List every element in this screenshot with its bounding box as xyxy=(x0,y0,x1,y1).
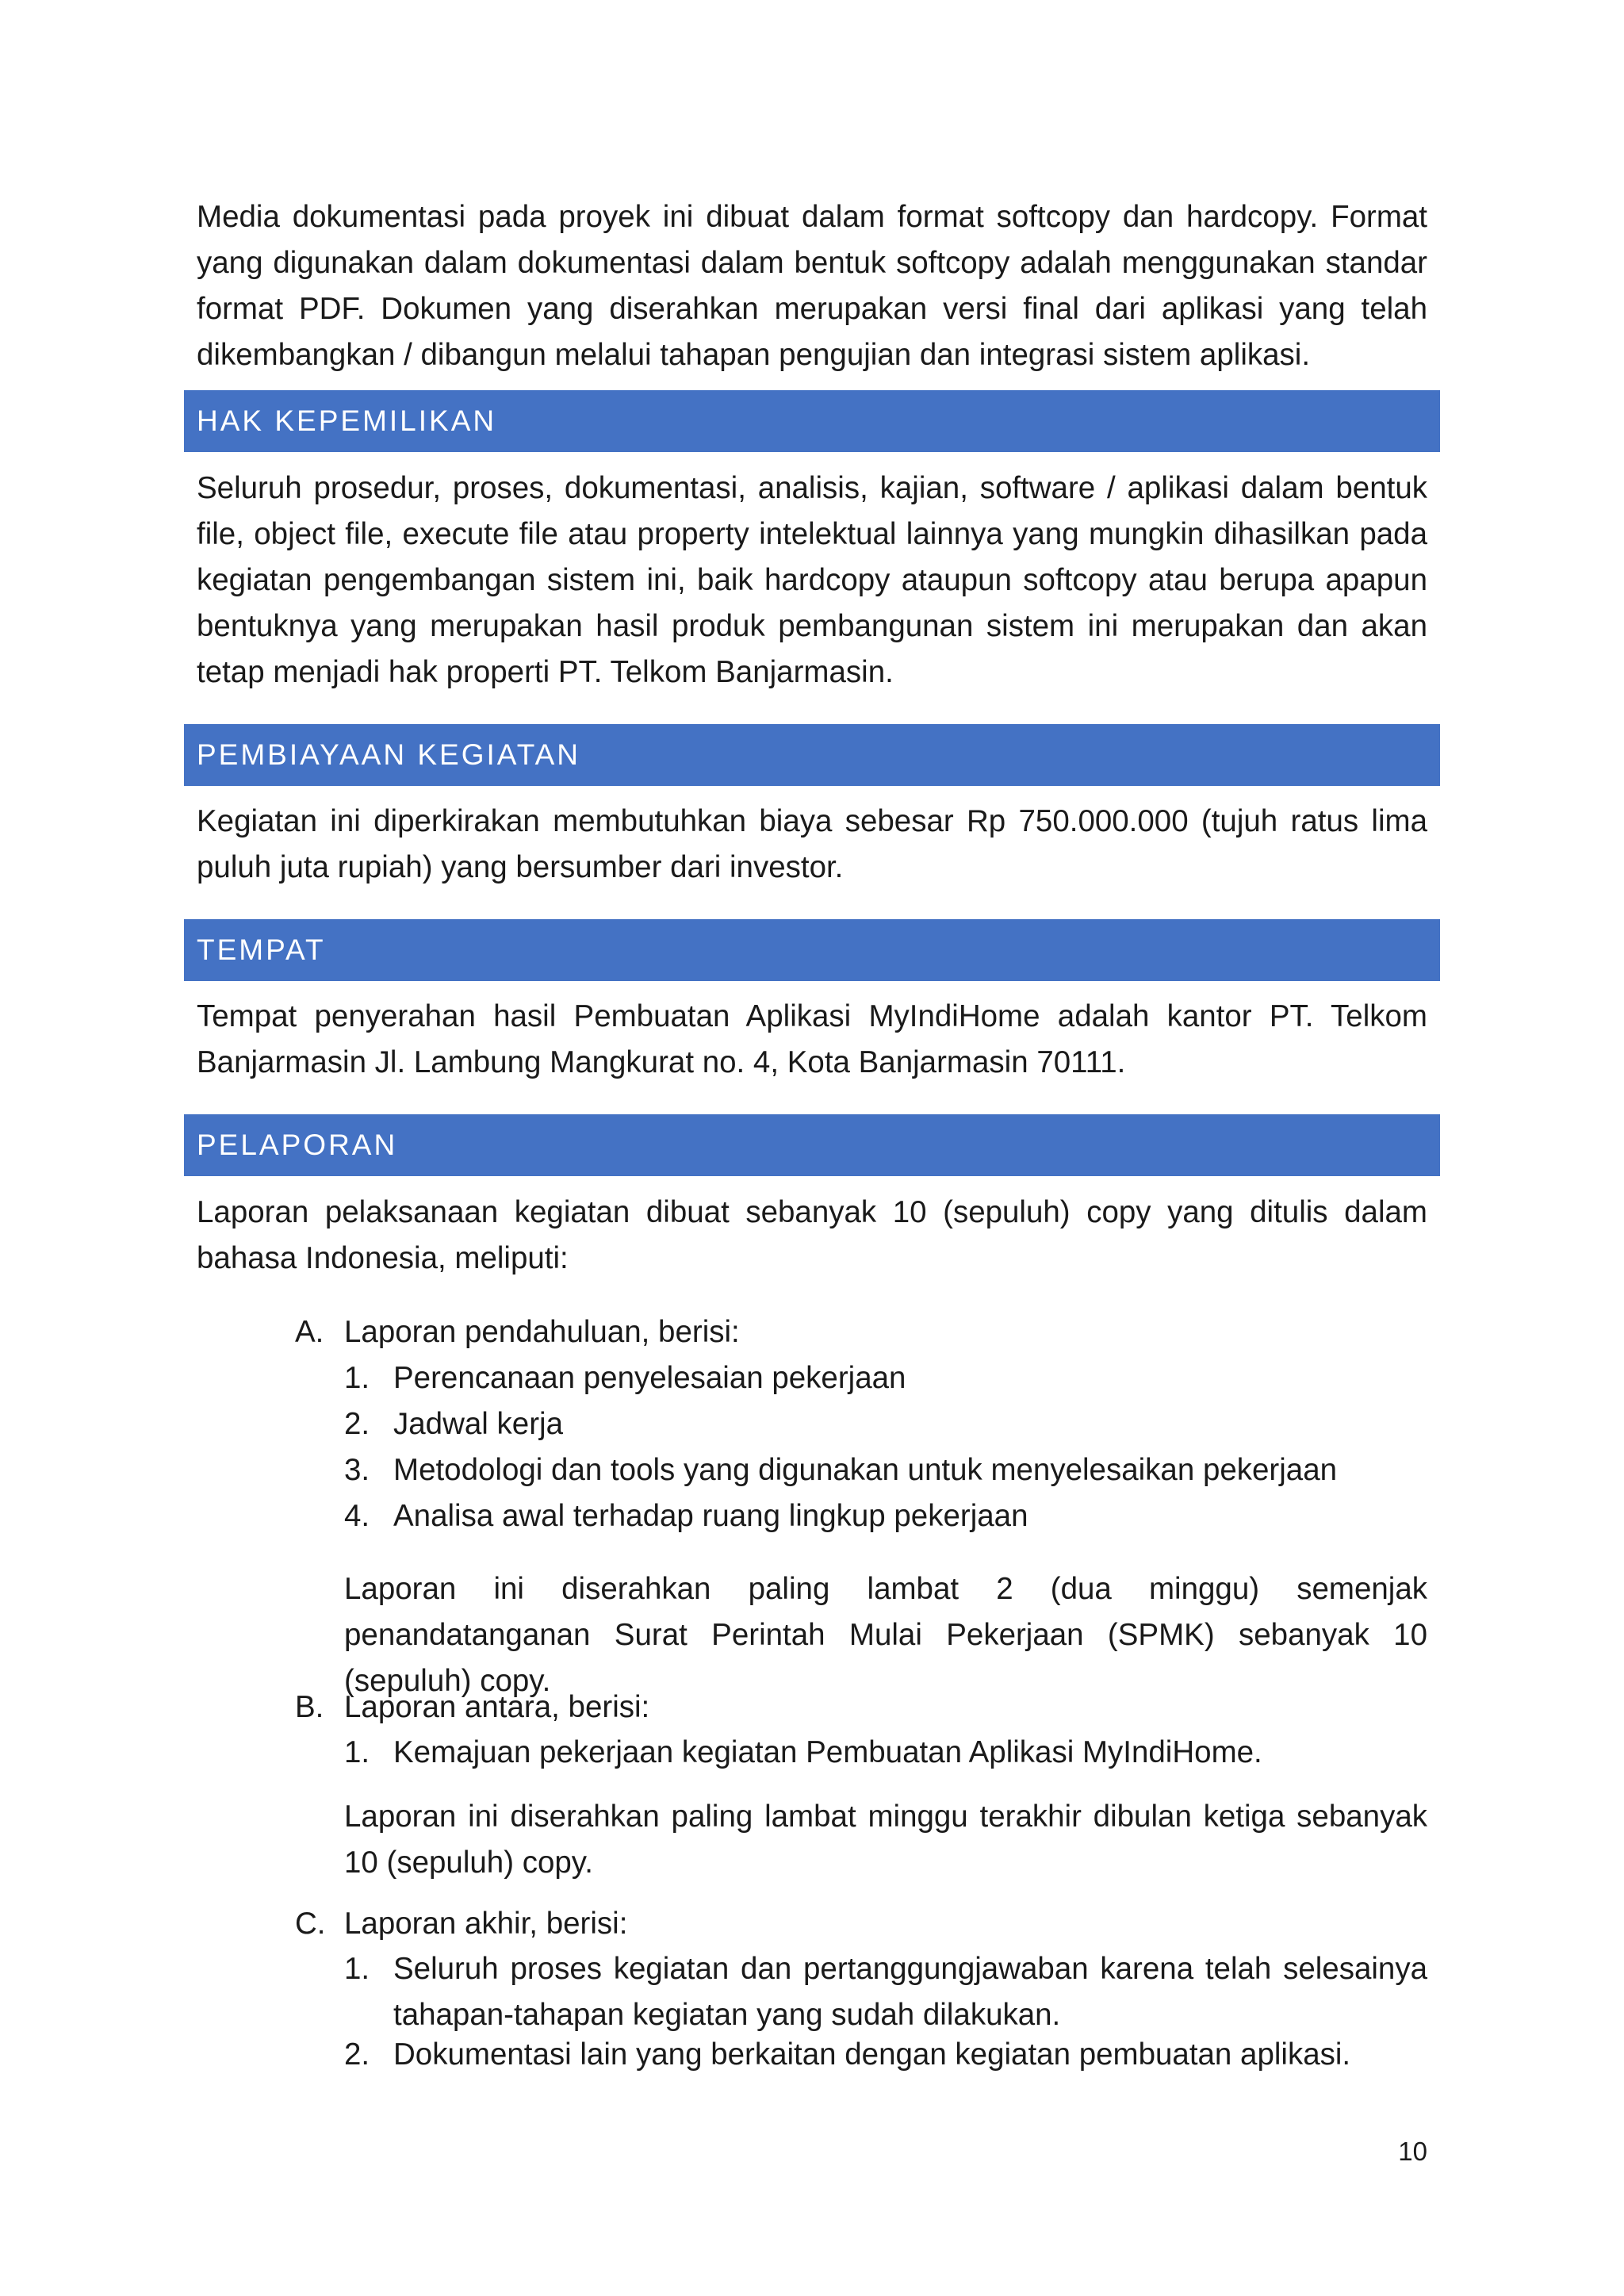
section-body-pelaporan: Laporan pelaksanaan kegiatan dibuat sebanyak 10 (sepuluh) copy yang ditulis dalam bahasa Indonesia, meliputi: xyxy=(197,1195,1427,1275)
report-c-item-2: Dokumentasi lain yang berkaitan dengan kegiatan pembuatan aplikasi. xyxy=(393,2037,1351,2072)
report-b-note: Laporan ini diserahkan paling lambat minggu terakhir dibulan ketiga sebanyak 10 (sepuluh) copy. xyxy=(344,1800,1427,1880)
section-body-tempat: Tempat penyerahan hasil Pembuatan Aplikasi MyIndiHome adalah kantor PT. Telkom Banjarmasin Jl. Lambung Mangkurat no. 4, Kota Banjarmasin 70111. xyxy=(197,999,1427,1079)
page-number: 10 xyxy=(1398,2137,1427,2166)
section-body-hak-kepemilikan: Seluruh prosedur, proses, dokumentasi, analisis, kajian, software / aplikasi dalam bentuk file, object file, execute file atau property intelektual lainnya yang mungkin dihasilkan pada kegiatan pengembangan sistem ini, baik hardcopy ataupun softcopy atau berupa apapun bentuknya yang merupakan hasil produk pembangunan sistem ini merupakan dan akan tetap menjadi hak properti PT. Telkom Banjarmasin. xyxy=(197,471,1427,689)
report-c-item-2-marker: 2. xyxy=(344,2037,370,2072)
report-b-item-1-marker: 1. xyxy=(344,1735,370,1769)
report-a-title: Laporan pendahuluan, berisi: xyxy=(344,1315,740,1349)
report-a-item-1: Perencanaan penyelesaian pekerjaan xyxy=(393,1361,906,1395)
section-heading-pelaporan: PELAPORAN xyxy=(184,1114,1440,1176)
report-a-item-4-marker: 4. xyxy=(344,1499,370,1533)
report-b-marker: B. xyxy=(295,1690,324,1724)
report-b-item-1: Kemajuan pekerjaan kegiatan Pembuatan Aplikasi MyIndiHome. xyxy=(393,1735,1262,1769)
report-a-item-2-marker: 2. xyxy=(344,1407,370,1441)
report-b-title: Laporan antara, berisi: xyxy=(344,1690,650,1724)
report-a-item-2: Jadwal kerja xyxy=(393,1407,563,1441)
section-heading-hak-kepemilikan: HAK KEPEMILIKAN xyxy=(184,390,1440,452)
report-c-title: Laporan akhir, berisi: xyxy=(344,1907,628,1941)
report-c-item-1: Seluruh proses kegiatan dan pertanggungjawaban karena telah selesainya tahapan-tahapan kegiatan yang sudah dilakukan. xyxy=(393,1952,1427,2032)
report-c-marker: C. xyxy=(295,1907,326,1941)
section-heading-tempat: TEMPAT xyxy=(184,919,1440,981)
section-heading-pembiayaan-kegiatan: PEMBIAYAAN KEGIATAN xyxy=(184,724,1440,786)
report-a-item-3: Metodologi dan tools yang digunakan untuk menyelesaikan pekerjaan xyxy=(393,1453,1338,1487)
report-a-note: Laporan ini diserahkan paling lambat 2 (dua minggu) semenjak penandatanganan Surat Perintah Mulai Pekerjaan (SPMK) sebanyak 10 (sepuluh) copy. xyxy=(344,1572,1427,1698)
intro-paragraph: Media dokumentasi pada proyek ini dibuat dalam format softcopy dan hardcopy. Format yang digunakan dalam dokumentasi dalam bentuk softcopy adalah menggunakan standar format PDF. Dokumen yang diserahkan merupakan versi final dari aplikasi yang telah dikembangkan / dibangun melalui tahapan pengujian dan integrasi sistem aplikasi. xyxy=(197,200,1427,372)
section-body-pembiayaan-kegiatan: Kegiatan ini diperkirakan membutuhkan biaya sebesar Rp 750.000.000 (tujuh ratus lima puluh juta rupiah) yang bersumber dari investor. xyxy=(197,804,1427,884)
report-a-marker: A. xyxy=(295,1315,324,1349)
report-a-item-3-marker: 3. xyxy=(344,1453,370,1487)
report-c-item-1-marker: 1. xyxy=(344,1952,370,1986)
report-a-item-4: Analisa awal terhadap ruang lingkup pekerjaan xyxy=(393,1499,1028,1533)
report-a-item-1-marker: 1. xyxy=(344,1361,370,1395)
